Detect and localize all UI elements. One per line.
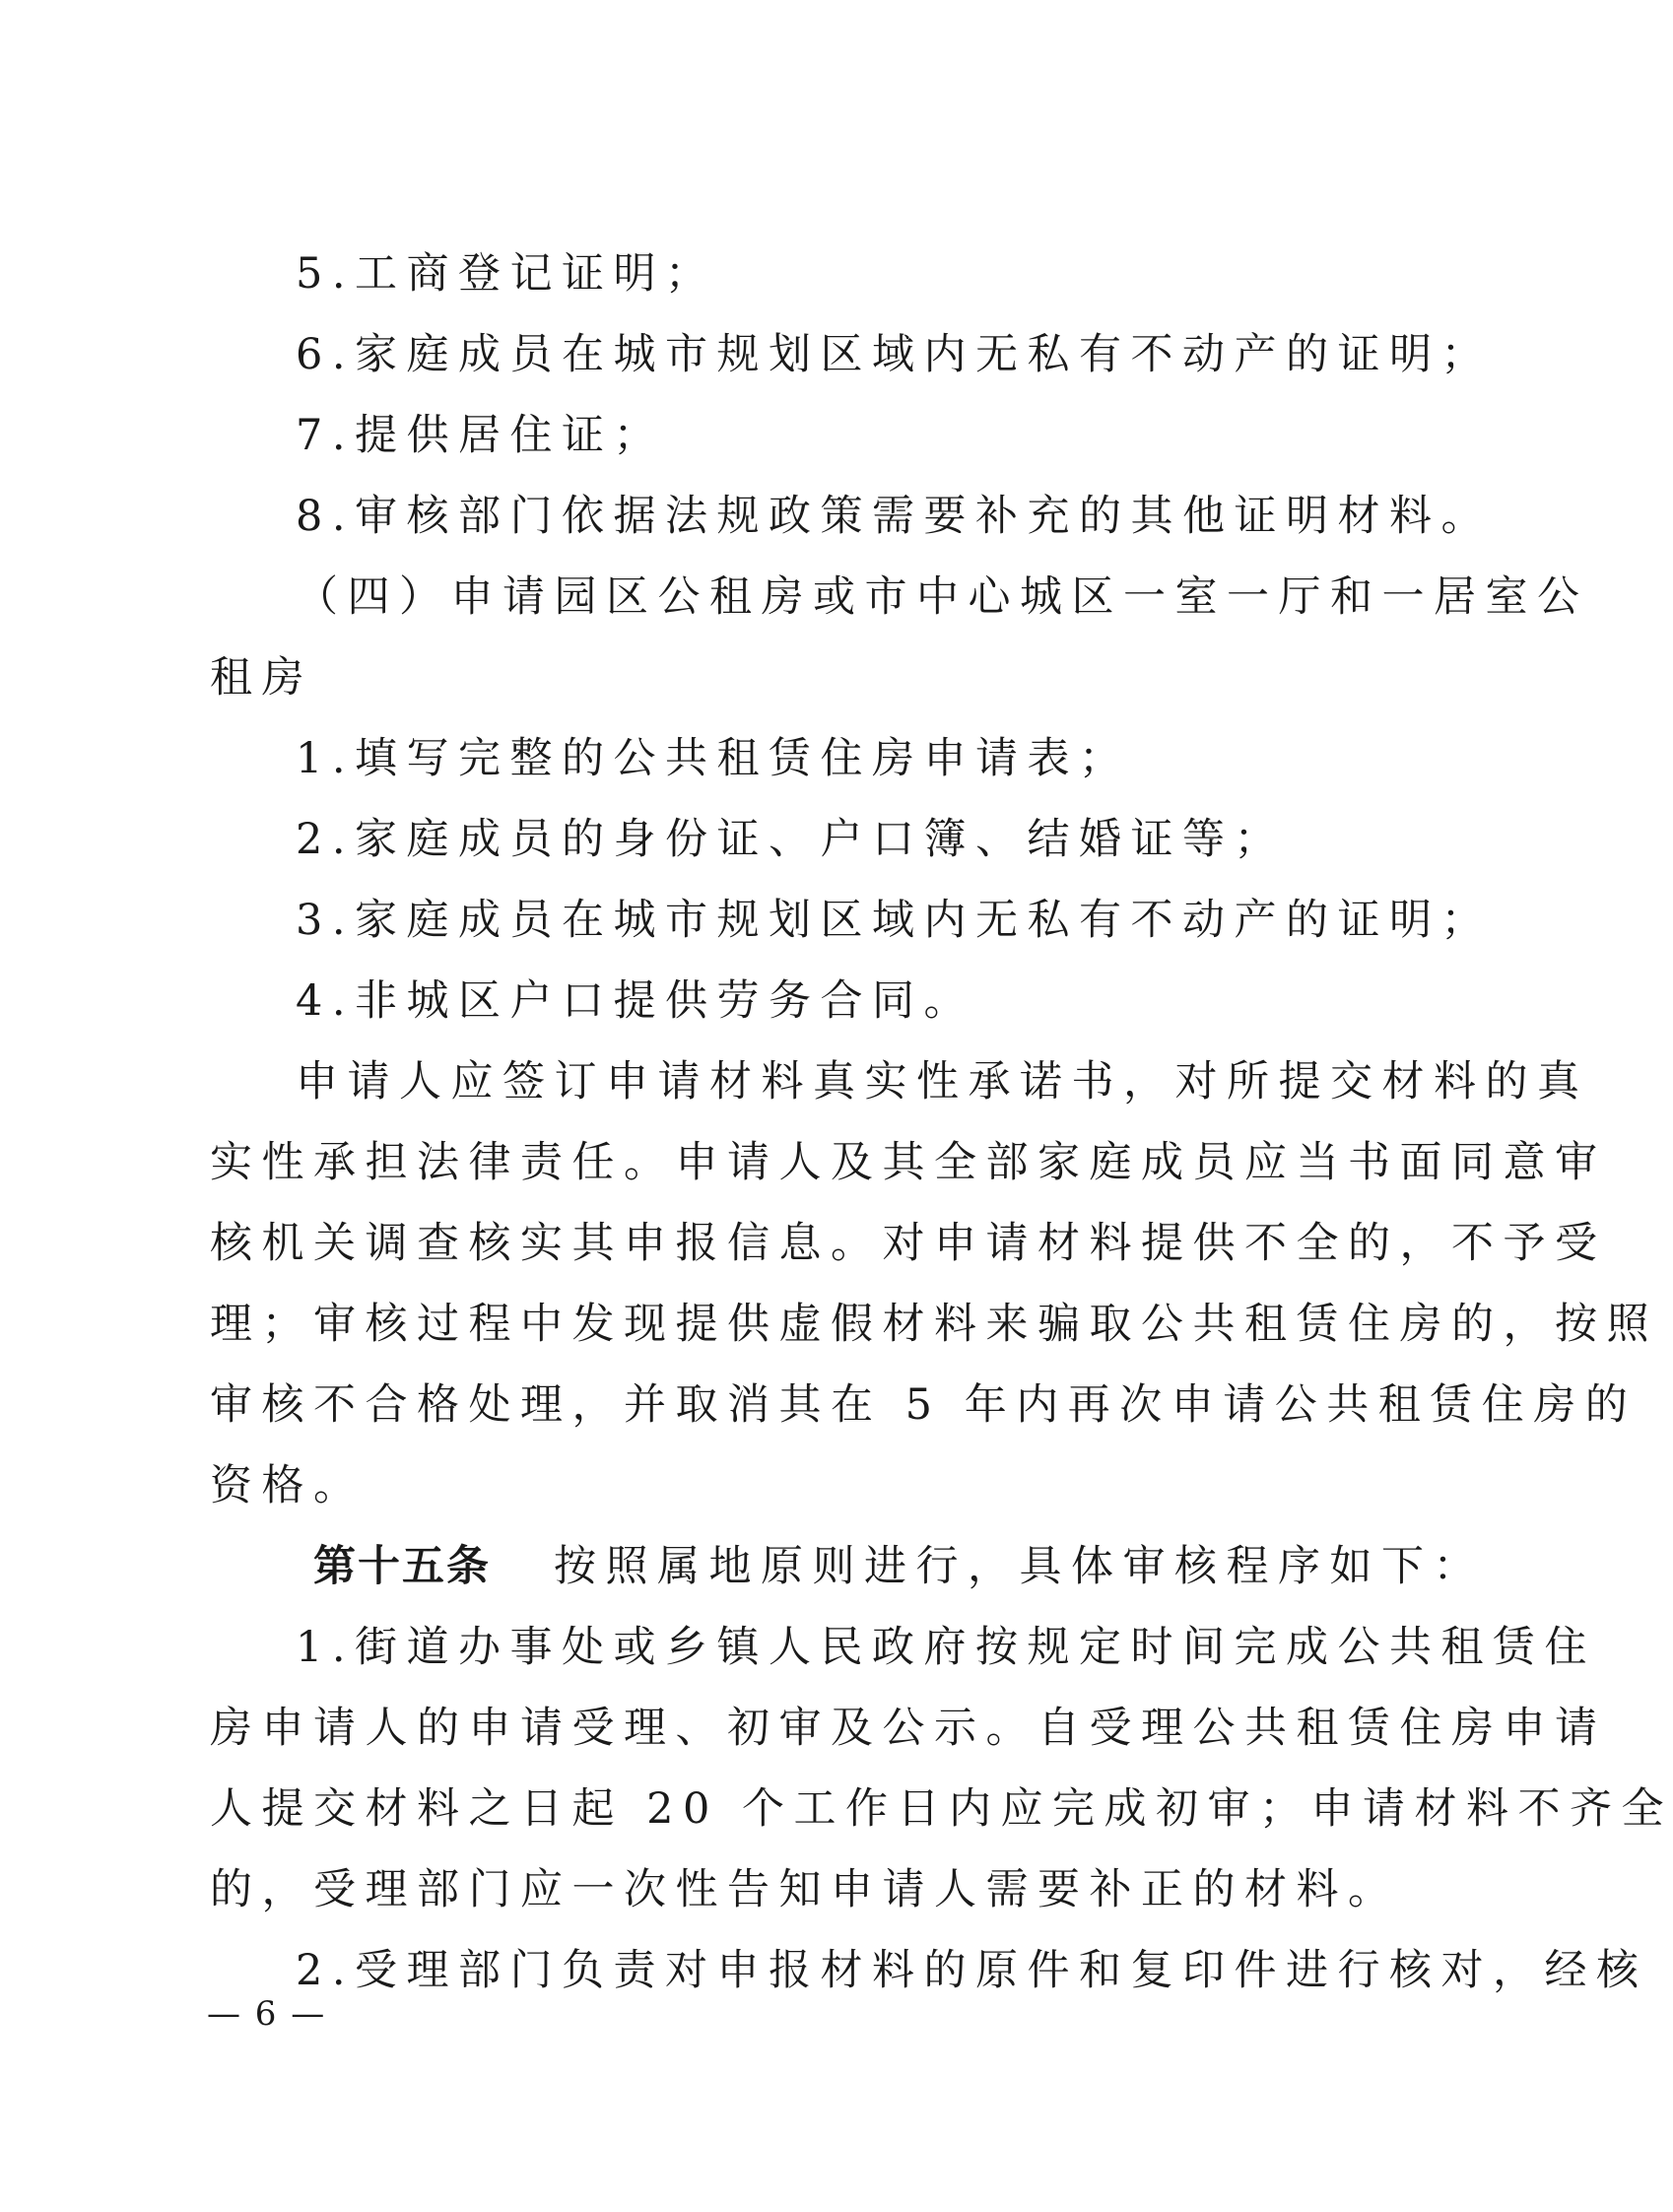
paragraph-line: 核机关调查核实其申报信息。对申请材料提供不全的，不予受: [210, 1219, 1607, 1268]
article-text: 按照属地原则进行，具体审核程序如下：: [554, 1542, 1485, 1591]
list-item: 2.家庭成员的身份证、户口簿、结婚证等；: [296, 815, 1287, 864]
section-heading-line-2: 租房: [210, 653, 313, 703]
paragraph-line: 实性承担法律责任。申请人及其全部家庭成员应当书面同意审: [210, 1138, 1607, 1187]
page-number: — 6 —: [207, 1994, 327, 2034]
paragraph-line: 资格。: [210, 1461, 366, 1510]
paragraph-line: 审核不合格处理，并取消其在 5 年内再次申请公共租赁住房的: [210, 1380, 1638, 1430]
paragraph-line: 申请人应签订申请材料真实性承诺书，对所提交材料的真: [296, 1057, 1589, 1106]
list-item: 8.审核部门依据法规政策需要补充的其他证明材料。: [296, 492, 1494, 541]
list-item: 1.填写完整的公共租赁住房申请表；: [296, 734, 1131, 783]
list-item: 4.非城区户口提供劳务合同。: [296, 976, 976, 1026]
paragraph-line: 人提交材料之日起 20 个工作日内应完成初审；申请材料不齐全: [210, 1784, 1673, 1834]
paragraph-line: 理；审核过程中发现提供虚假材料来骗取公共租赁住房的，按照: [210, 1300, 1658, 1349]
paragraph-line: 的，受理部门应一次性告知申请人需要补正的材料。: [210, 1865, 1400, 1914]
list-item: 5.工商登记证明；: [296, 249, 717, 299]
section-heading-line-1: （四）申请园区公租房或市中心城区一室一厅和一居室公: [296, 572, 1589, 622]
list-item: 6.家庭成员在城市规划区域内无私有不动产的证明；: [296, 330, 1494, 379]
paragraph-line: 2.受理部门负责对申报材料的原件和复印件进行核对，经核: [296, 1946, 1648, 1995]
list-item: 7.提供居住证；: [296, 411, 666, 460]
article-heading: 第十五条: [313, 1542, 491, 1591]
paragraph-line: 房申请人的申请受理、初审及公示。自受理公共租赁住房申请: [210, 1704, 1607, 1753]
article-15: [313, 1542, 1485, 1591]
paragraph-line: 1.街道办事处或乡镇人民政府按规定时间完成公共租赁住: [296, 1623, 1597, 1672]
list-item: 3.家庭成员在城市规划区域内无私有不动产的证明；: [296, 896, 1494, 945]
